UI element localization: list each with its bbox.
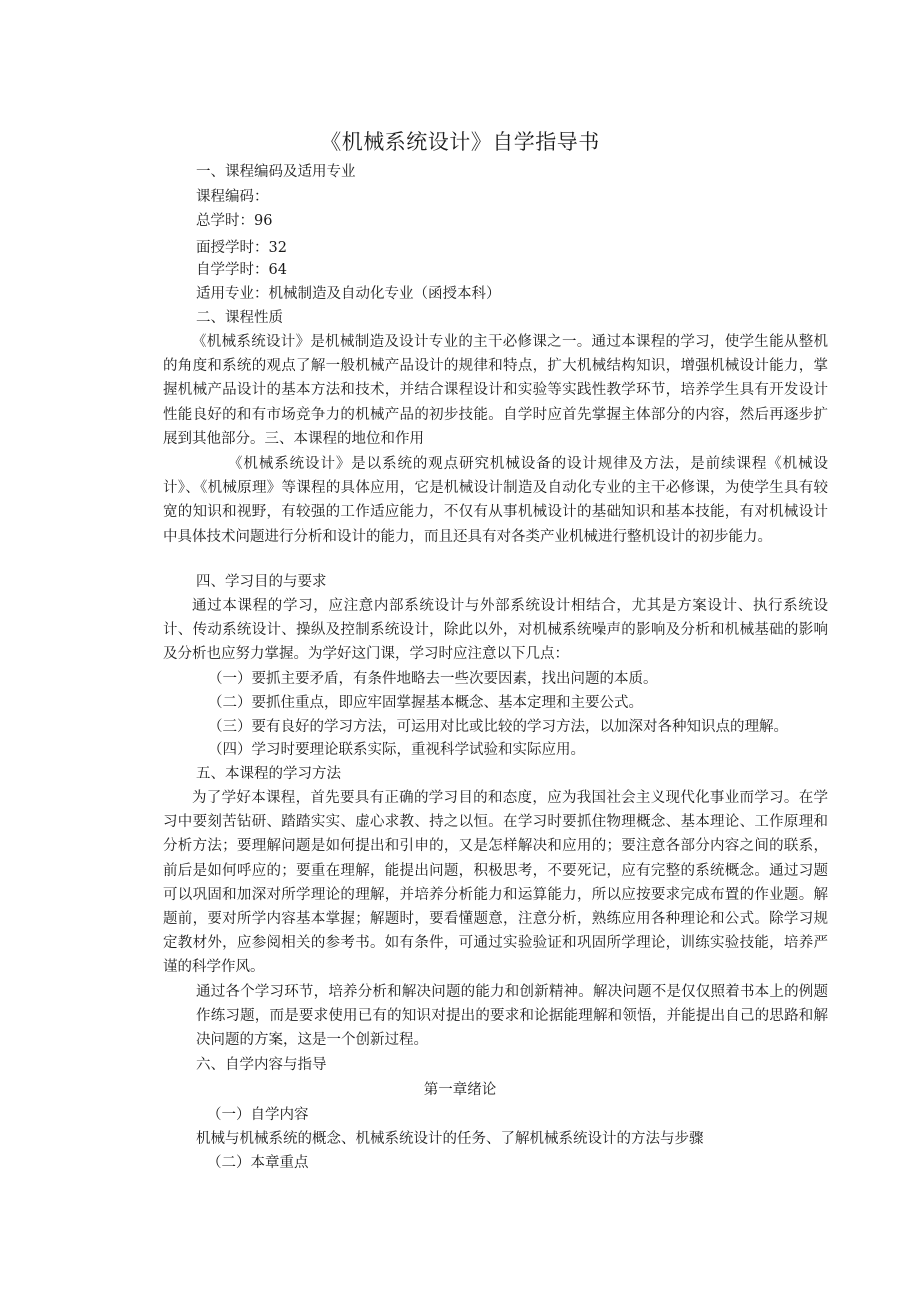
goals-paragraph: 通过本课程的学习，应注意内部系统设计与外部系统设计相结合，尤其是方案设计、执行系统设计、传动系统设计、操纵及控制系统设计，除此以外，对机械系统噪声的影响及分析和机械基础的影响及分析也应努力掌握。为学好这门课，学习时应注意以下几点： <box>163 598 828 663</box>
goal-item-2: （二）要抓住重点，即应牢固掌握基本概念、基本定理和主要公式。 <box>208 695 643 711</box>
applicable-major: 适用专业：机械制造及自动化专业（函授本科） <box>196 286 501 302</box>
section-heading-course-code: 一、课程编码及适用专业 <box>196 164 356 180</box>
document-title: 《机械系统设计》自学指导书 <box>320 130 600 154</box>
goal-item-4: （四）学习时要理论联系实际，重视科学试验和实际应用。 <box>208 742 585 758</box>
course-nature-paragraph: 《机械系统设计》是机械制造及设计专业的主干必修课之一。通过本课程的学习，使学生能从整机的角度和系统的观点了解一般机械产品设计的规律和特点，扩大机械结构知识，增强机械设计能力，掌握机械产品设计的基本方法和技术，并结合课程设计和实验等实践性教学环节，培养学生具有开发设计性能良好的和有市场竞争力的机械产品的初步技能。自学时应首先掌握主体部分的内容，然后再逐步扩展到其他部分。三、本课程的地位和作用 <box>163 334 828 447</box>
lecture-hours: 面授学时：32 <box>196 240 287 256</box>
methods-paragraph-1: 为了学好本课程，首先要具有正确的学习目的和态度，应为我国社会主义现代化事业而学习。在学习中要刻苦钻研、踏踏实实、虚心求教、持之以恒。在学习时要抓住物理概念、基本理论、工作原理和分析方法；要理解问题是如何提出和引申的，又是怎样解决和应用的；要注意各部分内容之间的联系，前后是如何呼应的；要重在理解，能提出问题，积极思考，不要死记，应有完整的系统概念。通过习题可以巩固和加深对所学理论的理解，并培养分析能力和运算能力，所以应按要求完成布置的作业题。解题前，要对所学内容基本掌握；解题时，要看懂题意，注意分析，熟练应用各种理论和公式。除学习规定教材外，应参阅相关的参考书。如有条件，可通过实验验证和巩固所学理论，训练实验技能，培养严谨的科学作风。 <box>163 790 828 976</box>
total-hours: 总学时：96 <box>196 213 273 229</box>
course-role-paragraph: 《机械系统设计》是以系统的观点研究机械设备的设计规律及方法，是前续课程《机械设计》、《机械原理》等课程的具体应用，它是机械设计制造及自动化专业的主干必修课，为使学生具有较宽的知识和视野，有较强的工作适应能力，不仅有从事机械设计的基础知识和基本技能，有对机械设计中具体技术问题进行分析和设计的能力，而且还具有对各类产业机械进行整机设计的初步能力。 <box>163 456 828 545</box>
chapter-title: 第一章绪论 <box>423 1082 497 1098</box>
goal-item-1: （一）要抓主要矛盾，有条件地略去一些次要因素，找出问题的本质。 <box>208 671 658 687</box>
section-heading-course-nature: 二、课程性质 <box>196 310 283 326</box>
subsection-self-study-content: （一）自学内容 <box>207 1107 309 1123</box>
goal-item-3: （三）要有良好的学习方法，可运用对比或比较的学习方法，以加深对各种知识点的理解。 <box>208 719 788 735</box>
section-heading-self-study: 六、自学内容与指导 <box>196 1057 327 1073</box>
section-heading-goals: 四、学习目的与要求 <box>196 574 327 590</box>
subsection-chapter-focus: （二）本章重点 <box>207 1155 309 1171</box>
course-code-label: 课程编码： <box>196 189 269 205</box>
section-heading-methods: 五、本课程的学习方法 <box>196 766 341 782</box>
self-study-content-text: 机械与机械系统的概念、机械系统设计的任务、了解机械系统设计的方法与步骤 <box>196 1131 704 1147</box>
self-study-hours: 自学学时：64 <box>196 262 287 278</box>
methods-paragraph-2: 通过各个学习环节，培养分析和解决问题的能力和创新精神。解决问题不是仅仅照着书本上的例题作练习题，而是要求使用已有的知识对提出的要求和论据能理解和领悟，并能提出自己的思路和解决问题的方案，这是一个创新过程。 <box>196 984 828 1049</box>
